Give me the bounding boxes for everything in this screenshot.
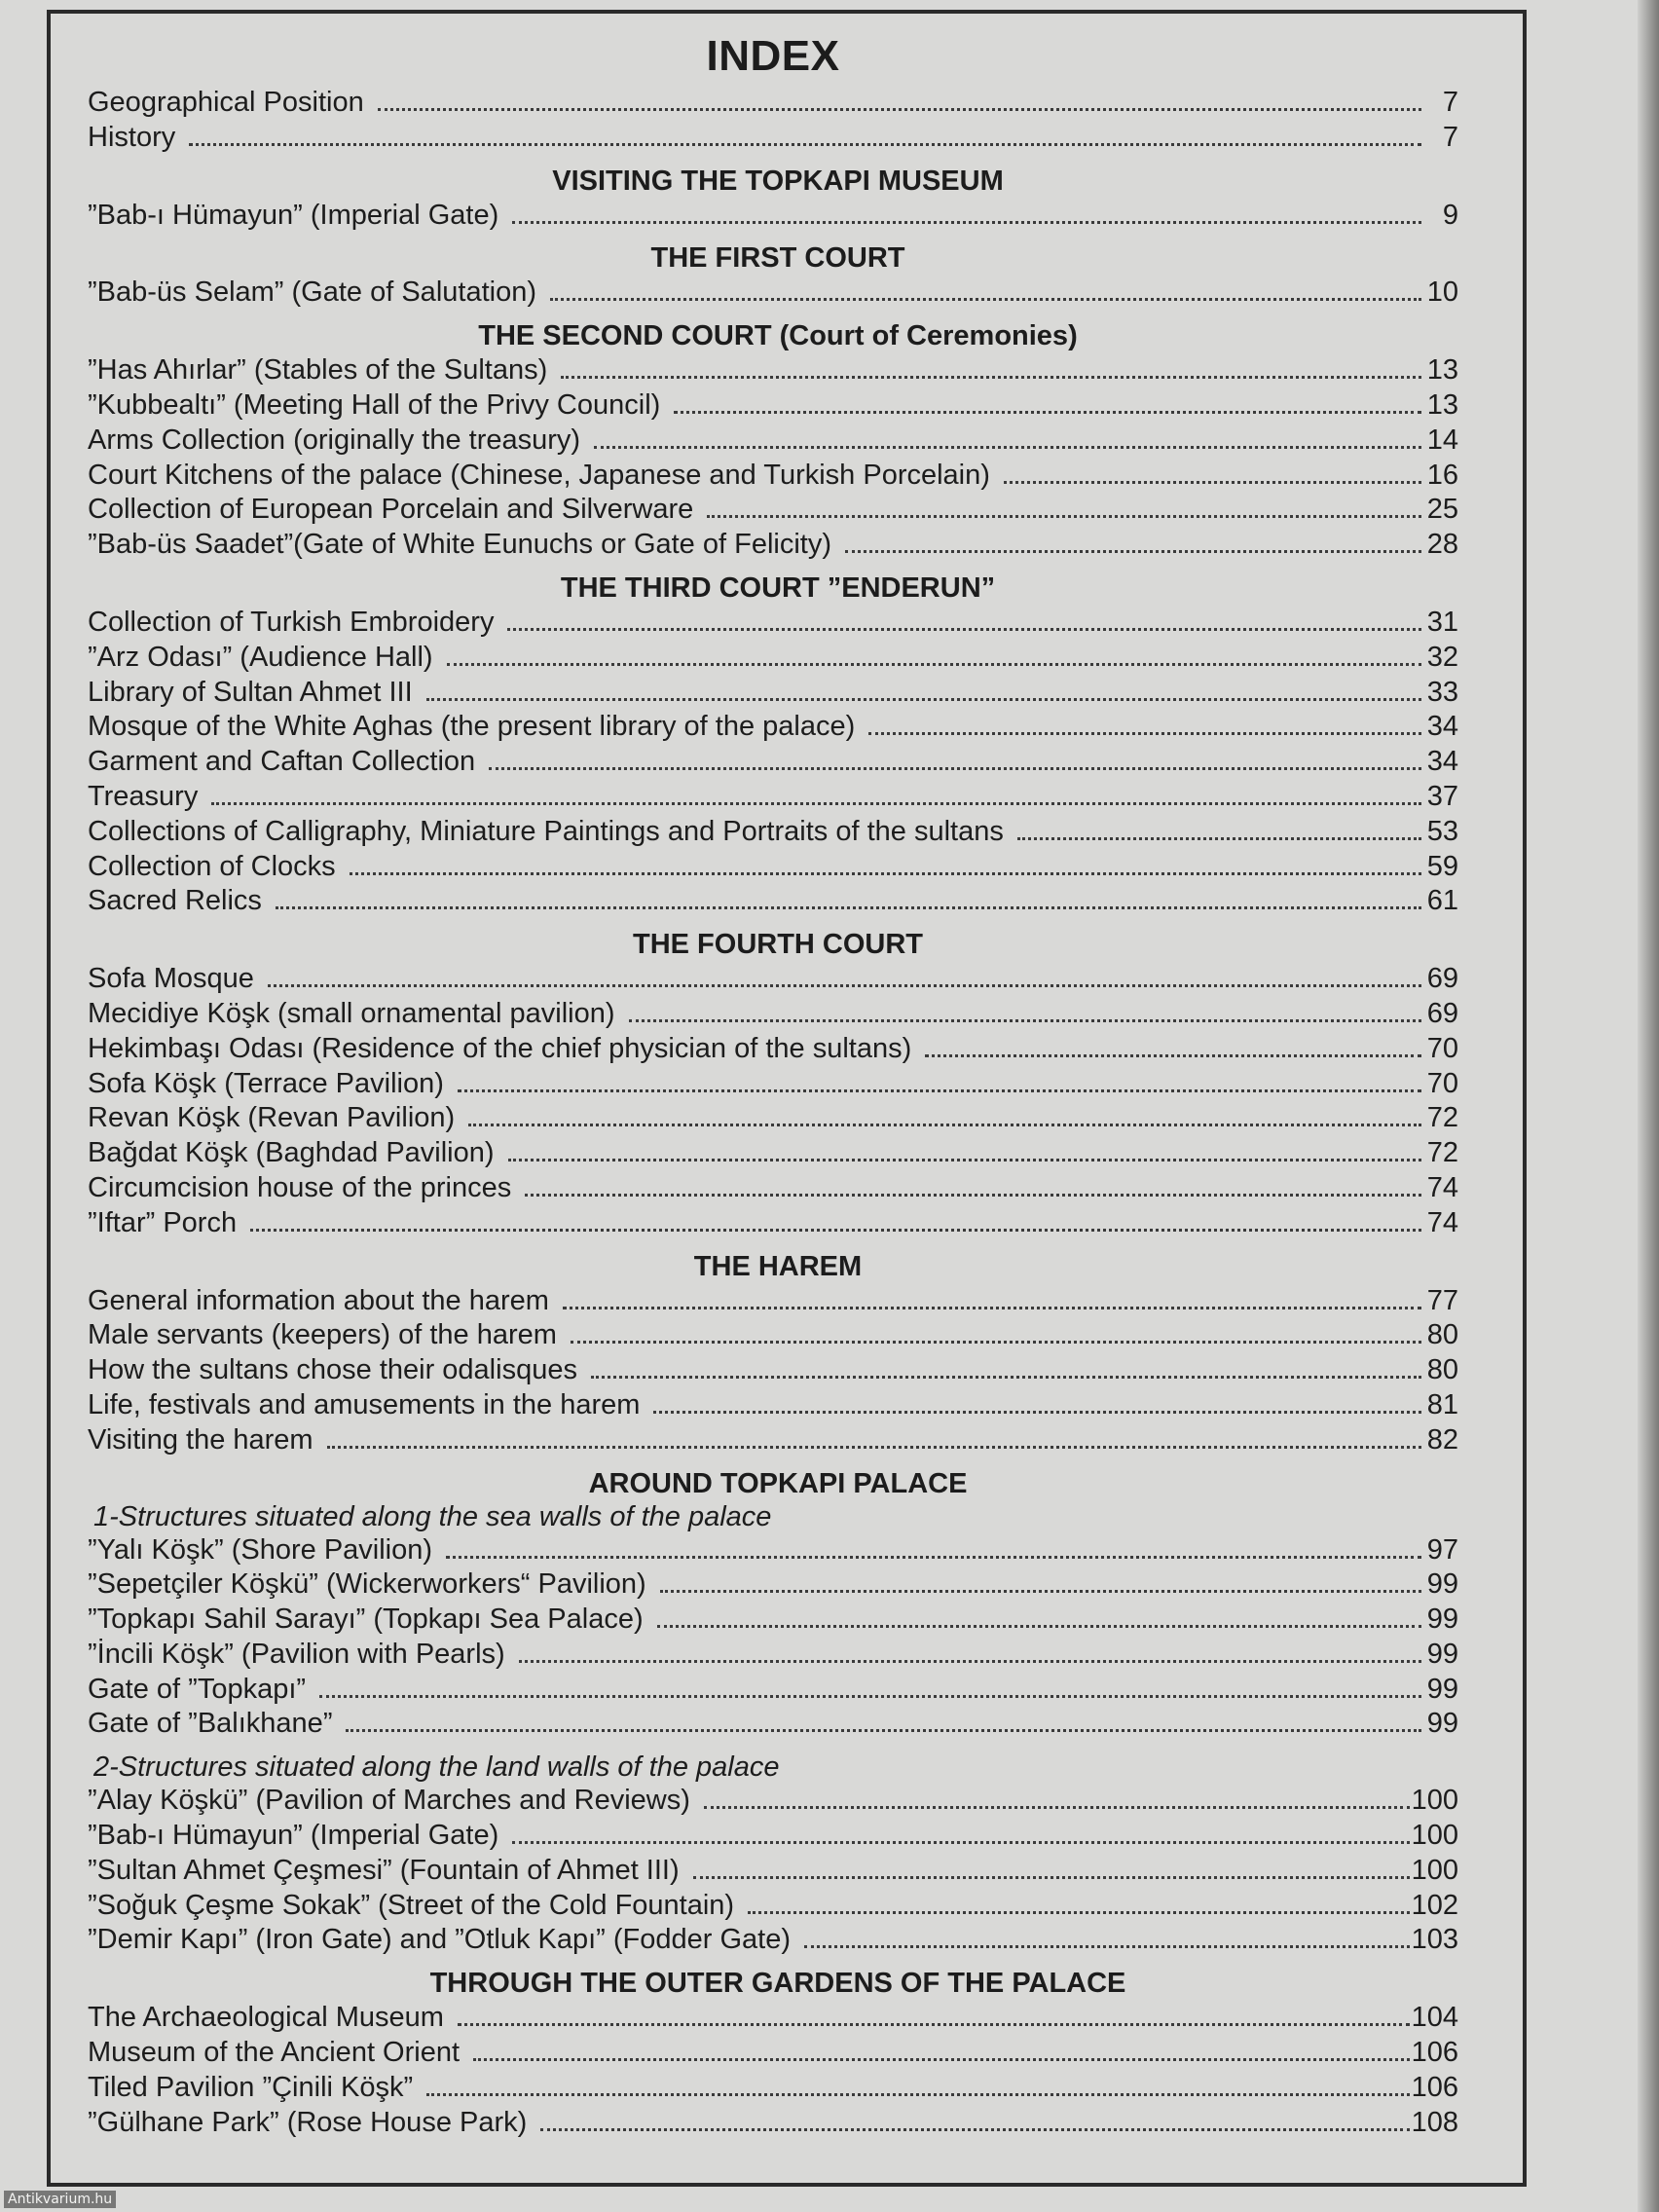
index-entry	[88, 2001, 1458, 2036]
section-heading: THE FOURTH COURT	[632, 929, 924, 961]
entry-label: ”Alay Köşkü” (Pavilion of Marches and Reviews)	[88, 1785, 690, 1817]
entry-label: Revan Köşk (Revan Pavilion)	[88, 1102, 456, 1134]
index-entry	[88, 276, 1458, 311]
dot-leader	[925, 1053, 1421, 1057]
entry-label: History	[88, 121, 176, 153]
entry-label: Geographical Position	[88, 87, 364, 118]
index-entry	[88, 1032, 1458, 1067]
dot-leader	[268, 983, 1421, 987]
entry-page-number: 70	[1426, 1067, 1458, 1099]
entry-page-number: 72	[1426, 1102, 1458, 1134]
index-entry	[88, 86, 1458, 121]
dot-leader	[508, 1158, 1421, 1161]
entry-label: Tiled Pavilion ”Çinili Köşk”	[88, 2071, 414, 2103]
dot-leader	[561, 375, 1421, 379]
entry-label: ”Iftar” Porch	[88, 1206, 238, 1238]
dot-leader	[512, 220, 1421, 224]
entry-page-number: 74	[1426, 1206, 1458, 1238]
entry-page-number: 25	[1426, 494, 1458, 526]
dot-leader	[868, 731, 1421, 735]
index-entry	[88, 884, 1458, 919]
entry-page-number: 99	[1426, 1568, 1458, 1601]
entry-page-number: 99	[1426, 1708, 1458, 1740]
dot-leader	[211, 801, 1421, 805]
entry-page-number: 14	[1426, 424, 1458, 456]
entry-page-number: 99	[1426, 1673, 1458, 1705]
entry-page-number: 13	[1426, 354, 1458, 387]
index-entry	[88, 388, 1458, 424]
entry-page-number: 72	[1426, 1137, 1458, 1169]
index-entry	[88, 1673, 1458, 1708]
index-entry	[88, 745, 1458, 780]
dot-leader	[674, 410, 1421, 414]
entry-label: Visiting the harem	[88, 1423, 313, 1456]
entry-label: ”İncili Köşk” (Pavilion with Pearls)	[88, 1638, 505, 1670]
dot-leader	[189, 142, 1421, 146]
entry-page-number: 34	[1426, 746, 1458, 778]
index-entry	[88, 1923, 1458, 1958]
dot-leader	[660, 1589, 1421, 1593]
dot-leader	[426, 697, 1421, 701]
entry-page-number: 106	[1411, 2071, 1458, 2103]
entry-label: Sofa Köşk (Terrace Pavilion)	[88, 1067, 444, 1099]
index-entry	[88, 850, 1458, 885]
section-heading: THE THIRD COURT ”ENDERUN”	[560, 571, 996, 604]
index-entry	[88, 353, 1458, 388]
index-list	[88, 86, 1458, 2140]
entry-label: Collection of Clocks	[88, 850, 336, 882]
index-entry	[88, 459, 1458, 494]
index-entry	[88, 641, 1458, 676]
entry-page-number: 69	[1426, 997, 1458, 1029]
entry-label: Collection of Turkish Embroidery	[88, 606, 495, 638]
index-entry	[88, 1889, 1458, 1924]
index-entry	[88, 1206, 1458, 1241]
dot-leader	[458, 2022, 1410, 2026]
dot-leader	[693, 1875, 1410, 1879]
entry-label: Garment and Caftan Collection	[88, 746, 476, 778]
dot-leader	[707, 514, 1421, 518]
entry-label: Gate of ”Topkapı”	[88, 1673, 307, 1705]
dot-leader	[563, 1306, 1421, 1309]
entry-page-number: 81	[1426, 1388, 1458, 1420]
index-entry	[88, 1136, 1458, 1171]
index-entry	[88, 1353, 1458, 1388]
entry-label: Collection of European Porcelain and Silverware	[88, 494, 694, 526]
index-entry	[88, 1533, 1458, 1568]
entry-page-number: 13	[1426, 388, 1458, 421]
entry-page-number: 99	[1426, 1604, 1458, 1636]
section-heading: AROUND TOPKAPI PALACE	[588, 1467, 968, 1499]
dot-leader	[350, 871, 1421, 875]
dot-leader	[276, 905, 1421, 909]
entry-page-number: 106	[1411, 2037, 1458, 2069]
entry-label: General information about the harem	[88, 1284, 549, 1316]
entry-label: Bağdat Köşk (Baghdad Pavilion)	[88, 1137, 495, 1169]
dot-leader	[1017, 836, 1421, 840]
dot-leader	[540, 2127, 1409, 2131]
entry-label: Court Kitchens of the palace (Chinese, Japanese and Turkish Porcelain)	[88, 459, 990, 491]
subsection-heading: 1-Structures situated along the sea walls of the palace	[93, 1500, 772, 1532]
entry-page-number: 103	[1411, 1924, 1458, 1956]
index-entry	[88, 424, 1458, 459]
entry-page-number: 74	[1426, 1171, 1458, 1203]
entry-page-number: 28	[1426, 529, 1458, 561]
subsection-heading: 2-Structures situated along the land walls of the palace	[93, 1751, 780, 1784]
entry-label: ”Topkapı Sahil Sarayı” (Topkapı Sea Palace)	[88, 1604, 644, 1636]
entry-label: Sacred Relics	[88, 885, 262, 917]
entry-label: ”Bab-ı Hümayun” (Imperial Gate)	[88, 199, 499, 231]
index-frame	[47, 10, 1527, 2187]
dot-leader	[525, 1193, 1421, 1197]
index-entry	[88, 1567, 1458, 1603]
index-entry	[88, 1101, 1458, 1136]
entry-label: ”Sultan Ahmet Çeşmesi” (Fountain of Ahmet III)	[88, 1854, 680, 1886]
section-heading: THROUGH THE OUTER GARDENS OF THE PALACE	[429, 1968, 1126, 2000]
index-entry	[88, 1423, 1458, 1458]
entry-page-number: 7	[1442, 87, 1458, 118]
index-entry	[88, 1638, 1458, 1673]
dot-leader	[571, 1340, 1421, 1344]
entry-page-number: 34	[1426, 711, 1458, 743]
index-entry	[88, 1284, 1458, 1319]
dot-leader	[319, 1694, 1421, 1698]
dot-leader	[653, 1410, 1421, 1414]
index-entry	[88, 1603, 1458, 1638]
dot-leader	[657, 1624, 1421, 1628]
dot-leader	[507, 627, 1421, 631]
entry-label: ”Arz Odası” (Audience Hall)	[88, 641, 433, 673]
entry-page-number: 9	[1442, 199, 1458, 231]
dot-leader	[473, 2057, 1410, 2061]
entry-page-number: 31	[1426, 606, 1458, 638]
entry-page-number: 80	[1426, 1354, 1458, 1386]
entry-page-number: 102	[1411, 1889, 1458, 1921]
entry-label: How the sultans chose their odalisques	[88, 1354, 577, 1386]
index-entry	[88, 1854, 1458, 1889]
entry-page-number: 80	[1426, 1319, 1458, 1351]
dot-leader	[327, 1445, 1421, 1449]
index-entry	[88, 1784, 1458, 1819]
index-entry	[88, 528, 1458, 563]
entry-page-number: 32	[1426, 641, 1458, 673]
index-entry	[88, 997, 1458, 1032]
dot-leader	[748, 1910, 1410, 1914]
entry-label: ”Bab-üs Saadet”(Gate of White Eunuchs or Gate of Felicity)	[88, 529, 831, 561]
index-entry	[88, 815, 1458, 850]
dot-leader	[458, 1088, 1421, 1092]
entry-label: Treasury	[88, 780, 199, 812]
index-entry	[88, 493, 1458, 528]
index-entry	[88, 2106, 1458, 2141]
index-entry	[88, 199, 1458, 234]
entry-label: ”Soğuk Çeşme Sokak” (Street of the Cold Fountain)	[88, 1889, 735, 1921]
entry-label: Gate of ”Balıkhane”	[88, 1708, 333, 1740]
entry-label: Arms Collection (originally the treasury)	[88, 424, 581, 456]
entry-label: ”Sepetçiler Köşkü” (Wickerworkers“ Pavilion)	[88, 1568, 646, 1601]
index-entry	[88, 710, 1458, 745]
dot-leader	[845, 549, 1421, 553]
section-heading: THE HAREM	[693, 1250, 863, 1282]
index-entry	[88, 2036, 1458, 2071]
entry-page-number: 59	[1426, 850, 1458, 882]
dot-leader	[519, 1659, 1421, 1663]
entry-page-number: 108	[1411, 2106, 1458, 2138]
entry-label: ”Bab-üs Selam” (Gate of Salutation)	[88, 276, 536, 309]
index-entry	[88, 1067, 1458, 1102]
entry-label: Circumcision house of the princes	[88, 1171, 512, 1203]
dot-leader	[550, 297, 1421, 301]
dot-leader	[378, 107, 1421, 111]
index-entry	[88, 962, 1458, 997]
page-title: INDEX	[706, 32, 840, 80]
index-entry	[88, 1318, 1458, 1353]
dot-leader	[447, 662, 1421, 666]
entry-label: ”Gülhane Park” (Rose House Park)	[88, 2106, 528, 2138]
dot-leader	[426, 2092, 1409, 2096]
entry-label: ”Yalı Köşk” (Shore Pavilion)	[88, 1533, 433, 1566]
entry-page-number: 16	[1426, 459, 1458, 491]
index-entry	[88, 1388, 1458, 1423]
entry-label: Sofa Mosque	[88, 963, 254, 995]
entry-label: Collections of Calligraphy, Miniature Paintings and Portraits of the sultans	[88, 815, 1004, 847]
entry-page-number: 104	[1411, 2002, 1458, 2034]
entry-page-number: 70	[1426, 1032, 1458, 1064]
dot-leader	[468, 1123, 1421, 1126]
entry-page-number: 82	[1426, 1423, 1458, 1456]
entry-page-number: 100	[1411, 1785, 1458, 1817]
entry-page-number: 97	[1426, 1533, 1458, 1566]
entry-label: Mecidiye Köşk (small ornamental pavilion)	[88, 997, 615, 1029]
entry-page-number: 61	[1426, 885, 1458, 917]
entry-label: Male servants (keepers) of the harem	[88, 1319, 557, 1351]
entry-page-number: 99	[1426, 1638, 1458, 1670]
dot-leader	[591, 1375, 1421, 1379]
entry-label: Mosque of the White Aghas (the present library of the palace)	[88, 711, 856, 743]
dot-leader	[594, 445, 1421, 449]
dot-leader	[629, 1018, 1421, 1022]
index-entry	[88, 1171, 1458, 1206]
dot-leader	[489, 766, 1421, 770]
index-entry	[88, 1707, 1458, 1742]
index-entry	[88, 2071, 1458, 2106]
entry-label: ”Demir Kapı” (Iron Gate) and ”Otluk Kapı” (Fodder Gate)	[88, 1924, 792, 1956]
dot-leader	[346, 1728, 1421, 1732]
index-entry	[88, 606, 1458, 641]
watermark: Antikvarium.hu	[4, 2191, 116, 2208]
entry-label: Life, festivals and amusements in the harem	[88, 1388, 641, 1420]
entry-label: ”Kubbealtı” (Meeting Hall of the Privy Council)	[88, 388, 661, 421]
dot-leader	[446, 1555, 1421, 1559]
entry-page-number: 7	[1442, 121, 1458, 153]
entry-label: Library of Sultan Ahmet III	[88, 676, 413, 708]
entry-page-number: 69	[1426, 963, 1458, 995]
entry-page-number: 37	[1426, 780, 1458, 812]
index-entry	[88, 780, 1458, 815]
entry-page-number: 10	[1426, 276, 1458, 309]
index-entry	[88, 121, 1458, 156]
page-edge	[1638, 0, 1659, 2212]
entry-page-number: 53	[1426, 815, 1458, 847]
index-entry	[88, 1819, 1458, 1854]
entry-page-number: 100	[1411, 1820, 1458, 1852]
dot-leader	[704, 1805, 1410, 1809]
entry-page-number: 77	[1426, 1284, 1458, 1316]
dot-leader	[1004, 480, 1421, 484]
entry-page-number: 100	[1411, 1854, 1458, 1886]
section-heading: VISITING THE TOPKAPI MUSEUM	[552, 165, 1004, 197]
entry-label: Hekimbaşı Odası (Residence of the chief physician of the sultans)	[88, 1032, 912, 1064]
dot-leader	[804, 1944, 1410, 1948]
section-heading: THE SECOND COURT (Court of Ceremonies)	[478, 320, 1078, 352]
entry-label: The Archaeological Museum	[88, 2002, 444, 2034]
entry-label: ”Has Ahırlar” (Stables of the Sultans)	[88, 354, 548, 387]
section-heading: THE FIRST COURT	[650, 242, 905, 275]
entry-page-number: 33	[1426, 676, 1458, 708]
dot-leader	[250, 1228, 1421, 1232]
index-entry	[88, 676, 1458, 711]
entry-label: ”Bab-ı Hümayun” (Imperial Gate)	[88, 1820, 499, 1852]
dot-leader	[512, 1840, 1409, 1844]
entry-label: Museum of the Ancient Orient	[88, 2037, 461, 2069]
